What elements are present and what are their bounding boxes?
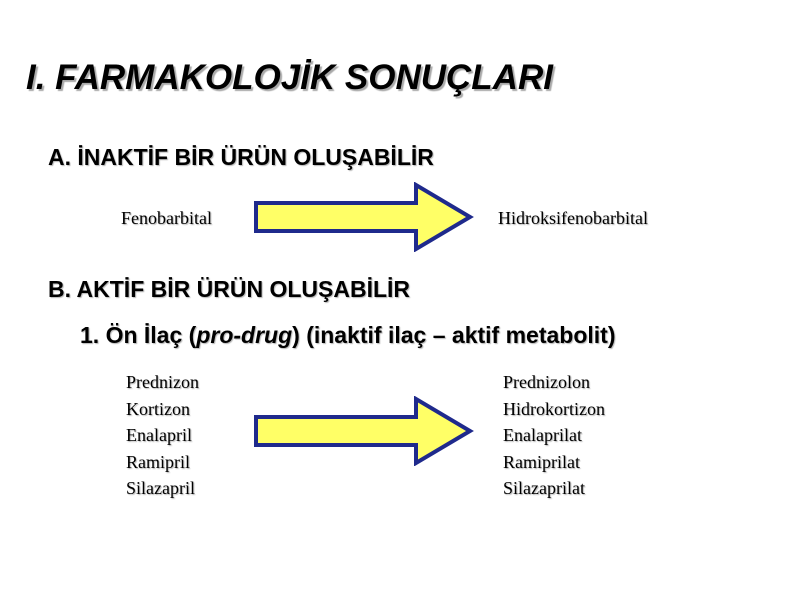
subheading-suffix: ) (inaktif ilaç – aktif metabolit) (292, 322, 616, 348)
list-item: Prednizon (126, 372, 199, 392)
list-item: Enalaprilat (503, 425, 582, 446)
list-item: Prednizolon (503, 372, 590, 392)
prodrug-list (126, 369, 199, 502)
section-b-heading: B. AKTİF BİR ÜRÜN OLUŞABİLİR (48, 276, 411, 302)
section-a-heading: A. İNAKTİF BİR ÜRÜN OLUŞABİLİR (48, 144, 434, 170)
list-item: Ramiprilat (503, 451, 580, 472)
list-item: Hidrokortizon (503, 398, 605, 419)
subheading-prefix: 1. Ön İlaç ( (80, 322, 197, 348)
list-item: Enalapril (126, 425, 192, 446)
list-item: Kortizon (126, 398, 190, 419)
active-metabolite-list (503, 369, 605, 502)
prodrug-conversion-arrow-icon (250, 396, 476, 466)
list-item: Silazaprilat (503, 478, 585, 499)
inactive-product-drug: Hidroksifenobarbital (498, 208, 648, 228)
list-item: Ramipril (126, 451, 190, 472)
subheading-italic: pro-drug (196, 322, 293, 348)
prodrug-subheading (80, 322, 615, 349)
conversion-arrow-icon (250, 182, 476, 252)
list-item: Silazapril (126, 478, 195, 499)
inactive-source-drug: Fenobarbital (121, 208, 212, 228)
page-title: I. FARMAKOLOJİK SONUÇLARI (26, 58, 553, 97)
